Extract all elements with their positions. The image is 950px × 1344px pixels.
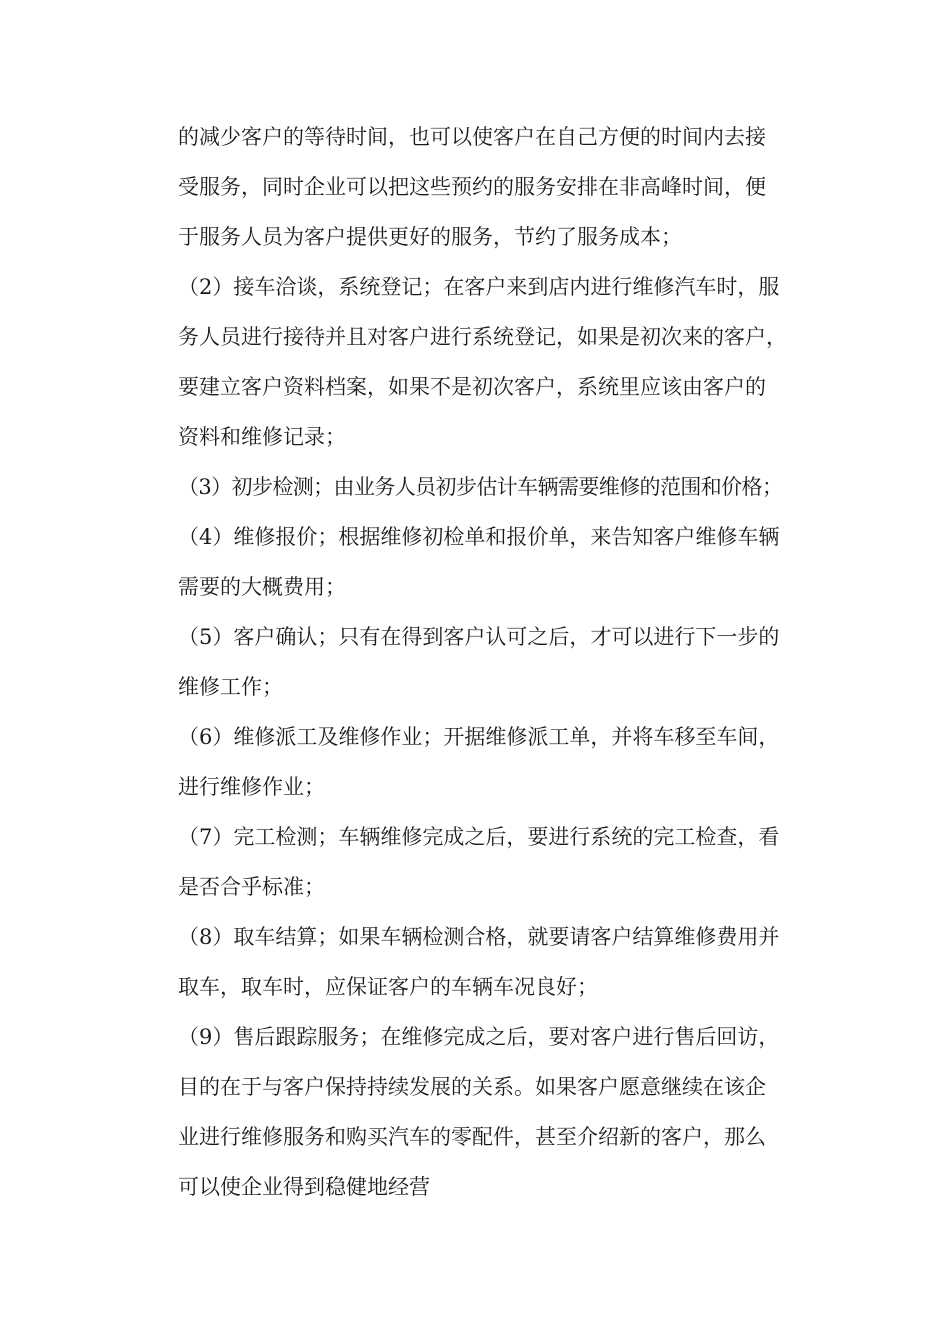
step-7-line: （7）完工检测；车辆维修完成之后，要进行系统的完工检查，看: [178, 825, 780, 849]
step-5-line: （5）客户确认；只有在得到客户认可之后，才可以进行下一步的: [178, 625, 780, 649]
body-line: 于服务人员为客户提供更好的服务，节约了服务成本；: [178, 225, 682, 249]
step-2-line: （2）接车洽谈，系统登记；在客户来到店内进行维修汽车时，服: [178, 275, 780, 299]
body-line: 可以使企业得到稳健地经营: [178, 1175, 430, 1199]
body-line: 的减少客户的等待时间，也可以使客户在自己方便的时间内去接: [178, 125, 766, 149]
step-9-line: （9）售后跟踪服务；在维修完成之后，要对客户进行售后回访，: [178, 1025, 780, 1049]
body-line: 受服务，同时企业可以把这些预约的服务安排在非高峰时间，便: [178, 175, 766, 199]
step-6-line: （6）维修派工及维修作业；开据维修派工单，并将车移至车间，: [178, 725, 780, 749]
body-line: 是否合乎标准；: [178, 875, 325, 899]
body-line: 需要的大概费用；: [178, 575, 346, 599]
body-line: 业进行维修服务和购买汽车的零配件，甚至介绍新的客户，那么: [178, 1125, 766, 1149]
body-line: 资料和维修记录；: [178, 425, 346, 449]
body-line: 目的在于与客户保持持续发展的关系。如果客户愿意继续在该企: [178, 1075, 766, 1099]
document-body: [178, 112, 818, 1212]
body-line: 进行维修作业；: [178, 775, 325, 799]
step-3-line: （3）初步检测；由业务人员初步估计车辆需要维修的范围和价格；: [178, 475, 783, 499]
step-4-line: （4）维修报价；根据维修初检单和报价单，来告知客户维修车辆: [178, 525, 780, 549]
body-line: 要建立客户资料档案，如果不是初次客户，系统里应该由客户的: [178, 375, 766, 399]
body-line: 务人员进行接待并且对客户进行系统登记，如果是初次来的客户，: [178, 325, 787, 349]
body-line: 维修工作；: [178, 675, 283, 699]
body-line: 取车，取车时，应保证客户的车辆车况良好；: [178, 975, 598, 999]
step-8-line: （8）取车结算；如果车辆检测合格，就要请客户结算维修费用并: [178, 925, 780, 949]
